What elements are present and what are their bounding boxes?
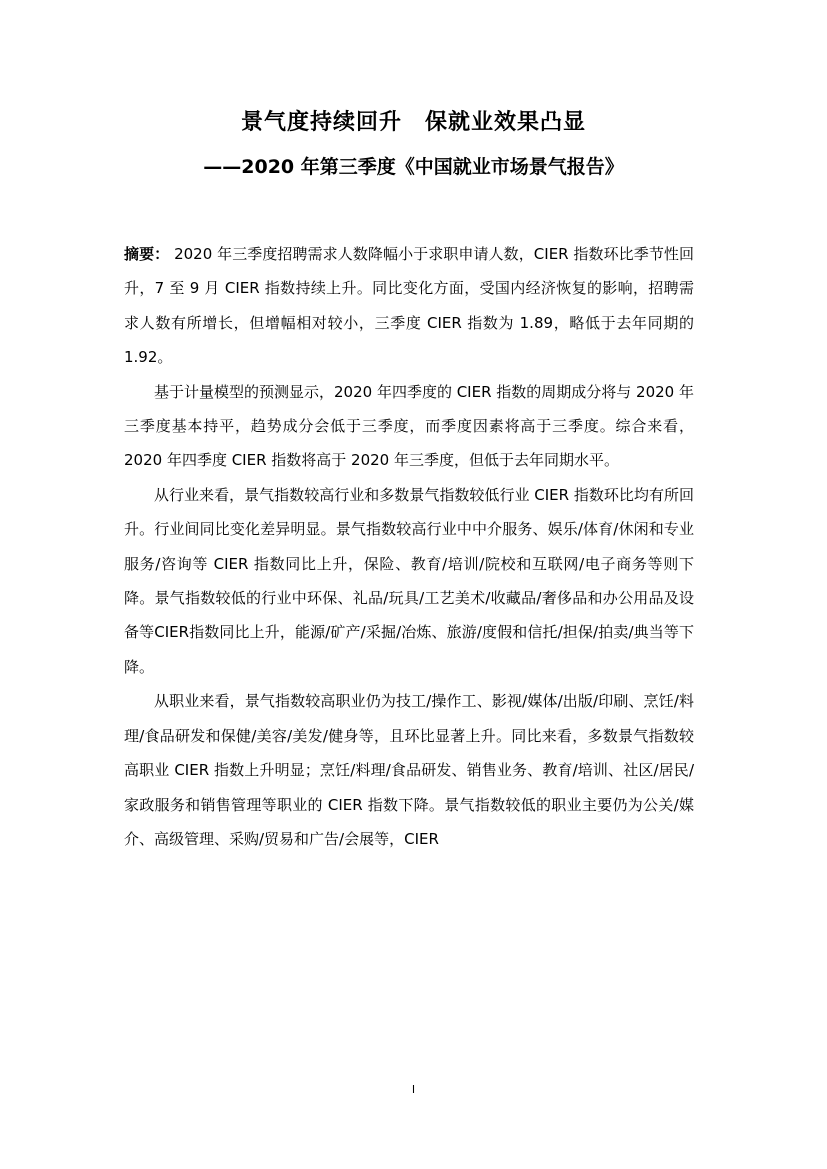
abstract-label: 摘要： <box>124 245 170 263</box>
document-subtitle: ——2020 年第三季度《中国就业市场景气报告》 <box>203 156 624 178</box>
document-title: 景气度持续回升 保就业效果凸显 <box>240 110 586 135</box>
abstract-text: 2020 年三季度招聘需求人数降幅小于求职申请人数，CIER 指数环比季节性回升，7 至 9 月 CIER 指数持续上升。同比变化方面，受国内经济恢复的影响，招聘需求人数有所增长，但增幅相对较小，三季度 CIER 指数为 1.89，略低于去年同期的 1.92。 <box>124 245 694 367</box>
document-body <box>124 237 694 856</box>
abstract-paragraph <box>124 237 694 375</box>
paragraph-forecast: 基于计量模型的预测显示，2020 年四季度的 CIER 指数的周期成分将与 2020 年三季度基本持平，趋势成分会低于三季度，而季度因素将高于三季度。综合来看，2020 年四季度 CIER 指数将高于 2020 年三季度，但低于去年同期水平。 <box>124 382 694 470</box>
paragraph-industry: 从行业来看，景气指数较高行业和多数景气指数较低行业 CIER 指数环比均有所回升。行业间同比变化差异明显。景气指数较高行业中中介服务、娱乐/体育/休闲和专业服务/咨询等 CIER 指数同比上升，保险、教育/培训/院校和互联网/电子商务等则下降。景气指数较低的行业中环保、礼品/玩具/工艺美术/收藏品/奢侈品和办公用品及设备等CIER指数同比上升，能源/矿产/采掘/冶炼、旅游/度假和信托/担保/拍卖/典当等下降。 <box>124 485 694 676</box>
paragraph-occupation: 从职业来看，景气指数较高职业仍为技工/操作工、影视/媒体/出版/印刷、烹饪/料理/食品研发和保健/美容/美发/健身等，且环比显著上升。同比来看，多数景气指数较高职业 CIER 指数上升明显；烹饪/料理/食品研发、销售业务、教育/培训、社区/居民/家政服务和销售管理等职业的 CIER 指数下降。景气指数较低的职业主要仍为公关/媒介、高级管理、采购/贸易和广告/会展等，CIER <box>124 692 694 848</box>
page-number: I <box>411 1083 416 1096</box>
